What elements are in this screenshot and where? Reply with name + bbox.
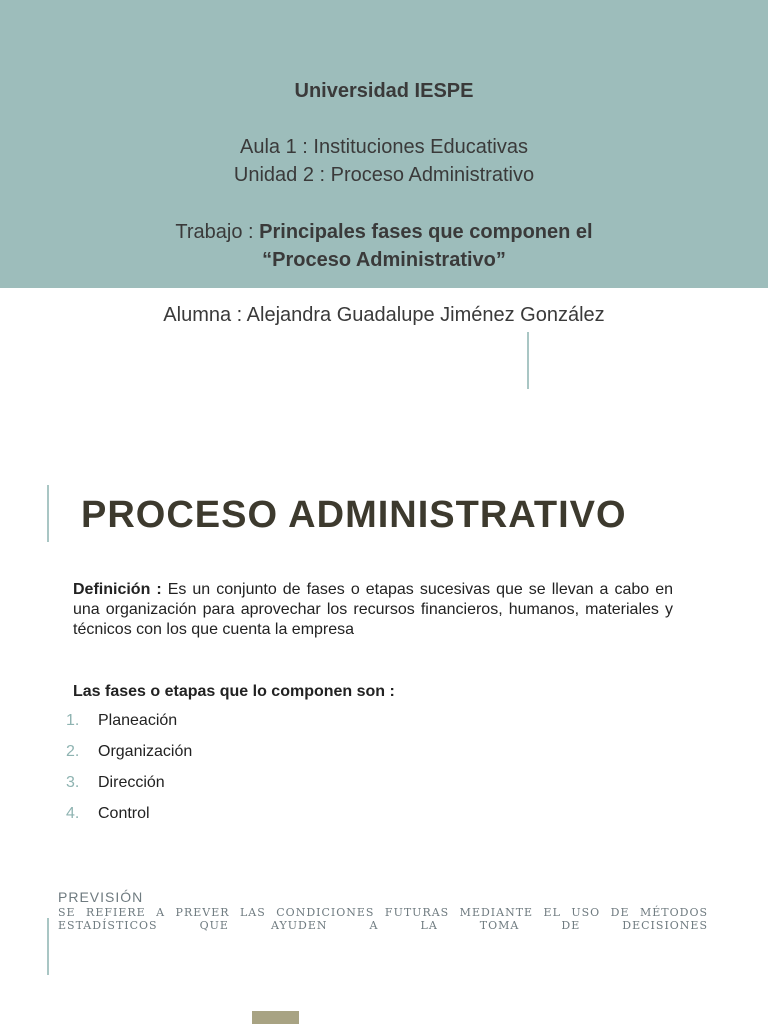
phases-list bbox=[66, 710, 192, 834]
definition-paragraph bbox=[73, 580, 673, 640]
phases-title: Las fases o etapas que lo componen son : bbox=[73, 683, 395, 700]
title-banner bbox=[0, 0, 768, 288]
accent-divider bbox=[527, 332, 529, 389]
prevision-text bbox=[58, 906, 708, 932]
list-label: Planeación bbox=[98, 712, 178, 729]
unidad-line: Unidad 2 : Proceso Administrativo bbox=[233, 164, 535, 186]
list-label: Control bbox=[98, 805, 150, 822]
trabajo-title: Principales fases que componen el bbox=[259, 221, 593, 243]
list-item bbox=[66, 772, 192, 803]
footer-accent-block bbox=[252, 1011, 299, 1024]
list-number: 4. bbox=[66, 805, 80, 822]
list-label: Dirección bbox=[98, 774, 165, 791]
list-item bbox=[66, 710, 192, 741]
aula-line: Aula 1 : Instituciones Educativas bbox=[240, 136, 528, 158]
definition-label: Definición : bbox=[73, 581, 162, 598]
list-item bbox=[66, 741, 192, 772]
accent-divider bbox=[47, 918, 49, 975]
list-number: 3. bbox=[66, 774, 80, 791]
accent-divider bbox=[47, 485, 49, 542]
list-number: 1. bbox=[66, 712, 80, 729]
student-name: Alumna : Alejandra Guadalupe Jiménez González bbox=[163, 304, 605, 326]
trabajo-title-continued: “Proceso Administrativo” bbox=[262, 249, 506, 271]
prevision-text-line: ESTADÍSTICOS QUE AYUDEN A LA TOMA DE DECISIONES bbox=[58, 919, 708, 932]
list-number: 2. bbox=[66, 743, 80, 760]
trabajo-label: Trabajo : bbox=[175, 221, 260, 243]
list-label: Organización bbox=[98, 743, 193, 760]
university-name: Universidad IESPE bbox=[294, 80, 474, 102]
prevision-title: PREVISIÓN bbox=[58, 889, 144, 905]
trabajo-line bbox=[0, 219, 768, 245]
list-item bbox=[66, 803, 192, 834]
definition-text: Es un conjunto de fases o etapas sucesivas que se llevan a cabo en una organización para aprovechar los recursos financieros, humanos, materiales y técnicos con los que cuenta la empresa bbox=[73, 581, 673, 638]
prevision-text-line: SE REFIERE A PREVER LAS CONDICIONES FUTURAS MEDIANTE EL USO DE MÉTODOS bbox=[58, 906, 708, 919]
slide-heading: PROCESO ADMINISTRATIVO bbox=[81, 494, 627, 536]
